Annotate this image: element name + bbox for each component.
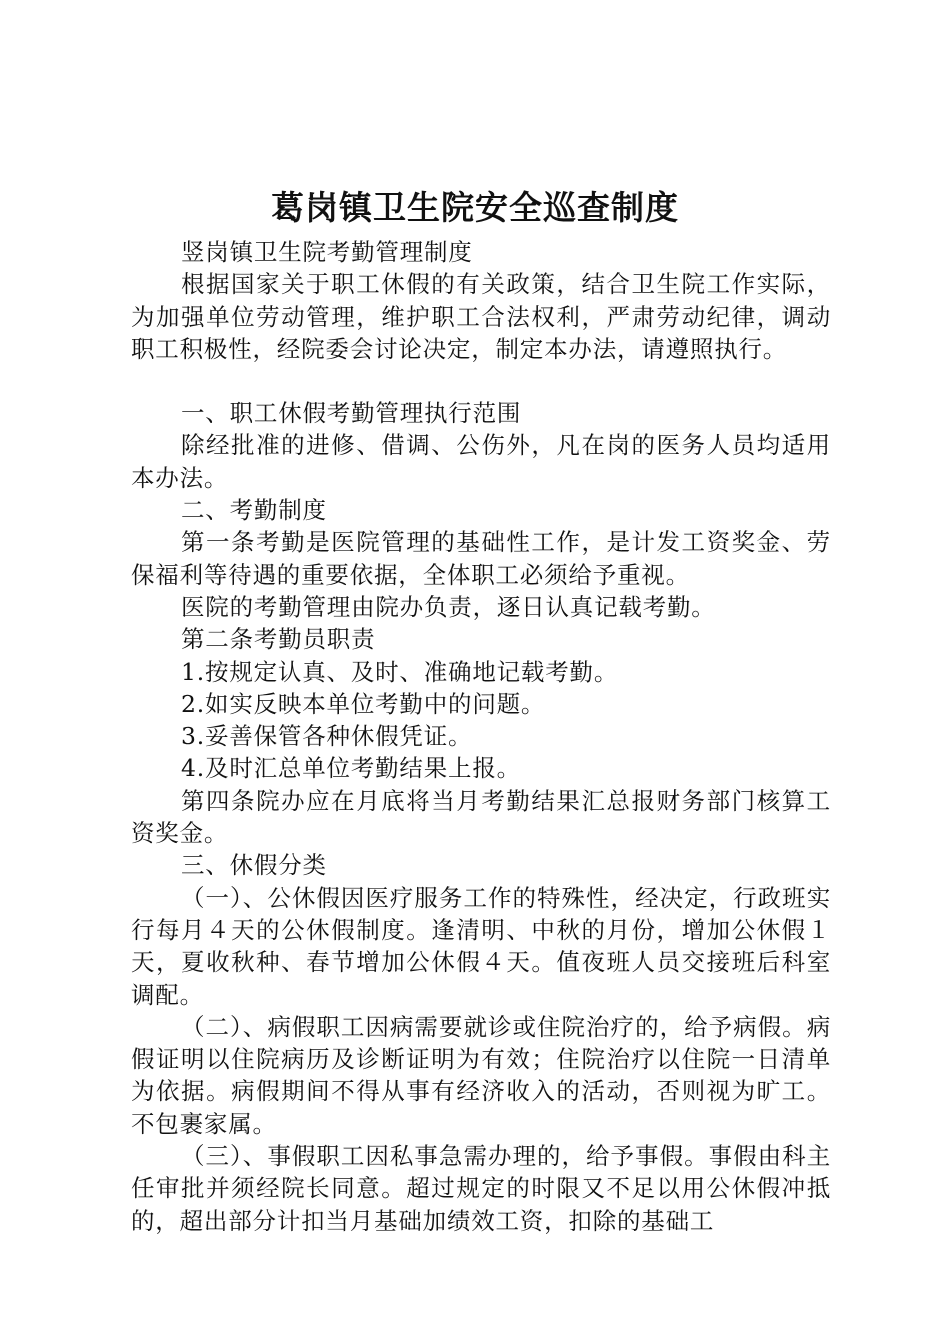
intro-paragraph: 根据国家关于职工休假的有关政策，结合卫生院工作实际，为加强单位劳动管理，维护职工合法权利，严肃劳动纪律，调动职工积极性，经院委会讨论决定，制定本办法，请遵照执行。 [131, 270, 831, 363]
duty-item-4: 4.及时汇总单位考勤结果上报。 [181, 754, 521, 783]
article-one-paragraph: 第一条考勤是医院管理的基础性工作，是计发工资奖金、劳保福利等待遇的重要依据，全体职工必须给予重视。 [131, 528, 831, 589]
duty-item-1: 1.按规定认真、及时、准确地记载考勤。 [181, 657, 619, 686]
subtitle-paragraph: 竖岗镇卫生院考勤管理制度 [181, 238, 473, 266]
section-heading-scope: 一、职工休假考勤管理执行范围 [181, 399, 522, 428]
article-two-heading: 第二条考勤员职责 [181, 625, 376, 654]
section-heading-leave-types: 三、休假分类 [181, 851, 327, 880]
personal-leave-paragraph: （三）、事假职工因私事急需办理的，给予事假。事假由科主任审批并须经院长同意。超过规定的时限又不足以用公休假冲抵的，超出部分计扣当月基础加绩效工资，扣除的基础工 [131, 1142, 831, 1235]
duty-item-3: 3.妥善保管各种休假凭证。 [181, 722, 473, 751]
public-leave-paragraph: （一）、公休假因医疗服务工作的特殊性，经决定，行政班实行每月４天的公休假制度。逢清明、中秋的月份，增加公休假１天，夏收秋种、春节增加公休假４天。值夜班人员交接班后科室调配。 [131, 883, 831, 1009]
scope-paragraph: 除经批准的进修、借调、公伤外，凡在岗的医务人员均适用本办法。 [131, 431, 831, 492]
duty-item-2: 2.如实反映本单位考勤中的问题。 [181, 689, 546, 718]
document-title: 葛岗镇卫生院安全巡查制度 [271, 188, 679, 227]
attendance-management-paragraph: 医院的考勤管理由院办负责，逐日认真记载考勤。 [181, 592, 716, 621]
document-body [131, 236, 831, 1237]
section-heading-attendance: 二、考勤制度 [181, 496, 327, 525]
article-four-paragraph: 第四条院办应在月底将当月考勤结果汇总报财务部门核算工资奖金。 [131, 786, 831, 848]
sick-leave-paragraph: （二）、病假职工因病需要就诊或住院治疗的，给予病假。病假证明以住院病历及诊断证明为有效；住院治疗以住院一日清单为依据。病假期间不得从事有经济收入的活动，否则视为旷工。不包裹家属。 [131, 1012, 831, 1138]
